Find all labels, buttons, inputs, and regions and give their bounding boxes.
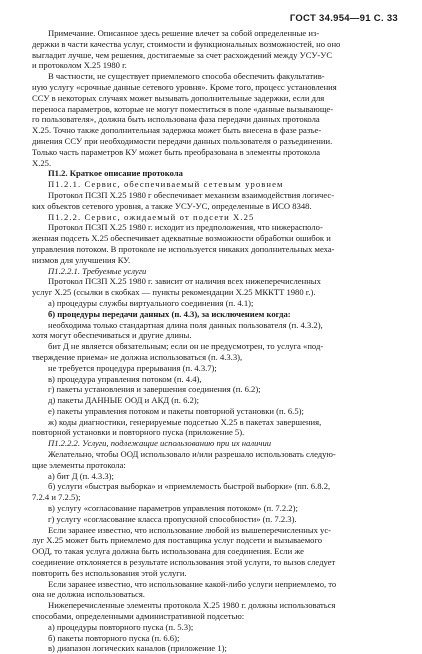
subsection-heading: П1.2.2.2. Услуги, подлежащие использованию при их наличии xyxy=(48,438,272,449)
body-line: X.25. Точно также дополнительная задержка может быть внесена в фазе разъе- xyxy=(32,125,322,136)
body-line: X.25. xyxy=(32,157,52,168)
list-item: в) диапазон логических каналов (приложение 1); xyxy=(48,643,227,654)
body-line: повторить без использования этой услуги. xyxy=(32,567,187,578)
body-line: услуг X.25 (ссылки в скобках — пункты рекомендации X.25 МККТТ 1980 г.). xyxy=(32,287,316,298)
body-line: не требуется процедура прерывания (п. 4.3.7); xyxy=(48,362,217,373)
body-line: Протокол ПСЗП X.25 1980 г. исходит из предположения, что нижерасполо- xyxy=(48,222,323,233)
list-item: а) бит Д (п. 4.3.3); xyxy=(48,470,114,481)
list-item: е) пакеты управления потоком и пакеты повторной установки (п. 6.5); xyxy=(48,405,304,416)
note-line: Примечание. Описанное здесь решение влечет за собой определенные из- xyxy=(48,28,320,38)
body-line: луг X.25 может быть приемлемо для поставщика услуг подсети и вызываемого xyxy=(32,535,323,546)
list-item: б) пакеты повторного пуска (п. 6.6); xyxy=(48,632,180,643)
section-heading: П1.2. Краткое описание протокола xyxy=(48,168,183,179)
document-body xyxy=(32,28,400,654)
body-line: Если заранее известно, что использование какой-либо услуги неприемлемо, то xyxy=(48,578,337,589)
body-line: го пользователя», должна быть использована фаза передачи данных протокола xyxy=(32,114,320,125)
body-line: Желательно, чтобы ООД использовало и/или разрешало использовать следую- xyxy=(48,449,336,460)
list-item: в) процедура управления потоком (п. 4.4), xyxy=(48,373,202,384)
page-header: ГОСТ 34.954—91 С. 33 xyxy=(289,13,398,24)
list-item: а) процедуры службы виртуального соединения (п. 4.1); xyxy=(48,297,254,308)
body-line: щие элементы протокола: xyxy=(32,459,126,470)
list-item: ж) коды диагностики, генерируемые подсетью X.25 в пакетах завершения, xyxy=(48,416,322,427)
body-line: выгладит лучше, чем решения, достигаемые за счет расхождений между УСУ-УС xyxy=(32,49,333,60)
body-line: Только часть параметров КУ может быть преобразована в элементы протокола xyxy=(32,146,321,157)
body-line: 7.2.4 и 7.2.5); xyxy=(32,492,81,503)
list-item: в) услугу «согласование параметров управления потоком» (п. 7.2.2); xyxy=(48,503,298,514)
body-line: низмов для улучшения КУ. xyxy=(32,254,131,265)
body-line: и протоколом X.25 1980 г. xyxy=(32,60,127,71)
body-line: переноса параметров, которые не могут поместиться в поле «данные вызывающе- xyxy=(32,103,334,114)
body-line: способами, определенными административной подсетью: xyxy=(32,611,245,622)
list-item: б) услуги «быстрая выборка» и «приемлемость быстрой выборки» (пп. 6.8.2, xyxy=(48,481,331,492)
list-item: а) процедуры повторного пуска (п. 5.3); xyxy=(48,621,194,632)
body-line: хотя могут обеспечиваться и другие длины. xyxy=(32,330,192,341)
body-line: ООД, то такая услуга должна быть использована для соединения. Если же xyxy=(32,546,304,557)
body-line: ких объектов сетевого уровня, а также УСУ-УС, определенные в ИСО 8348. xyxy=(32,200,312,211)
body-line: В частности, не существует приемлемого способа обеспечить факультатив- xyxy=(48,71,325,82)
body-line: управления потоком. В протоколе не используется никаких дополнительных меха- xyxy=(32,243,335,254)
body-line: ССУ в некоторых случаях может вызывать дополнительные задержки, если для xyxy=(32,92,325,103)
body-line: соединение отклоняется в результате использования этой услуги, то вызов следует xyxy=(32,557,336,568)
subsection-heading: П1.2.2. Сервис, ожидаемый от подсети X.25 xyxy=(48,211,255,222)
body-line: ную услугу «срочные данные сетевого уровня». Кроме того, процесс установления xyxy=(32,81,337,92)
body-line: Протокол ПСЗП X.25 1980 г обеспечивает механизм взаимодействия логичес- xyxy=(48,189,335,200)
body-line: женная подсеть X.25 обеспечивает адекватные возможности обработки ошибок и xyxy=(32,233,331,244)
subsection-heading: П1.2.1. Сервис, обеспечиваемый сетевым уровнем xyxy=(48,179,284,190)
body-line: Протокол ПСЗП X.25 1980 г. зависит от наличия всех нижеперечисленных xyxy=(48,276,321,287)
body-line: она не должна использоваться. xyxy=(32,589,145,600)
body-line: необходима только стандартная длина поля данных пользователя (п. 4.3.2), xyxy=(48,319,323,330)
list-item: б) процедуры передачи данных (п. 4.3), за исключением когда: xyxy=(48,308,291,319)
body-line: держки в части качества услуг, стоимости и функциональных возможностей, но оно xyxy=(32,38,341,49)
body-line: бит Д не является обязательным; если он не предусмотрен, то услуга «под- xyxy=(48,341,324,352)
list-item: г) пакеты установления и завершения соединения (п. 6.2); xyxy=(48,384,261,395)
body-line: тверждение приема» не должна использоваться (п. 4.3.3), xyxy=(32,351,243,362)
list-item: д) пакеты ДАННЫЕ ООД и АКД (п. 6.2); xyxy=(48,395,200,406)
body-line: динения ССУ при необходимости передачи данных пользователя о разъединении. xyxy=(32,135,333,146)
body-line: Нижеперечисленные элементы протокола X.25 1980 г. должны использоваться xyxy=(48,600,336,611)
list-item: г) услугу «согласование класса пропускной способности» (п. 7.2.3). xyxy=(48,513,297,524)
subsection-heading: П1.2.2.1. Требуемые услуги xyxy=(48,265,147,276)
body-line: повторной установки и повторного пуска (приложение 5). xyxy=(32,427,245,438)
body-line: Если заранее известно, что использование любой из вышеперечисленных ус- xyxy=(48,524,332,535)
